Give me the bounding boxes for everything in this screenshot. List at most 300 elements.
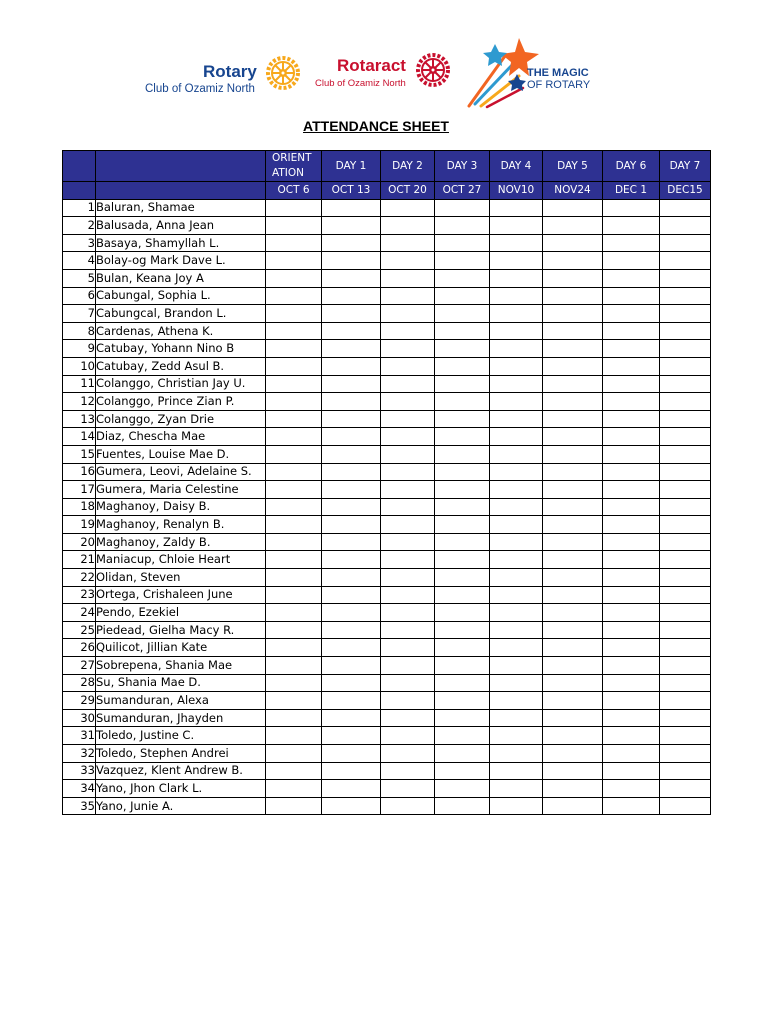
attendance-cell[interactable] — [322, 727, 381, 745]
attendance-cell[interactable] — [603, 797, 660, 815]
attendance-cell[interactable] — [490, 709, 543, 727]
attendance-cell[interactable] — [322, 234, 381, 252]
attendance-cell[interactable] — [490, 340, 543, 358]
header-session-label: DAY 3 — [435, 151, 490, 182]
attendance-cell[interactable] — [490, 780, 543, 798]
attendance-cell[interactable] — [603, 533, 660, 551]
attendance-cell[interactable] — [603, 674, 660, 692]
attendance-cell[interactable] — [543, 498, 603, 516]
attendance-cell[interactable] — [266, 657, 322, 675]
attendance-cell[interactable] — [266, 780, 322, 798]
attendance-cell[interactable] — [543, 727, 603, 745]
attendance-cell[interactable] — [490, 569, 543, 587]
attendance-cell[interactable] — [660, 780, 711, 798]
attendance-cell[interactable] — [322, 709, 381, 727]
row-number: 7 — [63, 305, 96, 323]
attendance-cell[interactable] — [435, 393, 490, 411]
attendance-cell[interactable] — [381, 533, 435, 551]
attendance-cell[interactable] — [266, 357, 322, 375]
table-row — [63, 305, 711, 323]
attendance-cell[interactable] — [322, 322, 381, 340]
attendance-cell[interactable] — [435, 657, 490, 675]
attendance-cell[interactable] — [266, 674, 322, 692]
attendance-cell[interactable] — [435, 674, 490, 692]
attendance-cell[interactable] — [490, 445, 543, 463]
attendance-cell[interactable] — [543, 569, 603, 587]
attendance-cell[interactable] — [603, 551, 660, 569]
attendance-cell[interactable] — [660, 357, 711, 375]
attendance-cell[interactable] — [603, 217, 660, 235]
attendance-cell[interactable] — [603, 745, 660, 763]
attendance-cell[interactable] — [490, 305, 543, 323]
attendance-cell[interactable] — [603, 269, 660, 287]
attendance-cell[interactable] — [435, 709, 490, 727]
attendance-cell[interactable] — [603, 375, 660, 393]
attendance-cell[interactable] — [381, 639, 435, 657]
header-number-cell — [63, 151, 96, 182]
attendance-cell[interactable] — [603, 340, 660, 358]
attendance-cell[interactable] — [603, 604, 660, 622]
attendance-cell[interactable] — [381, 586, 435, 604]
attendance-cell[interactable] — [603, 692, 660, 710]
attendance-cell[interactable] — [381, 234, 435, 252]
attendance-cell[interactable] — [543, 445, 603, 463]
attendance-cell[interactable] — [266, 199, 322, 217]
attendance-cell[interactable] — [266, 410, 322, 428]
attendance-cell[interactable] — [490, 375, 543, 393]
attendance-cell[interactable] — [435, 498, 490, 516]
attendance-cell[interactable] — [660, 340, 711, 358]
attendance-cell[interactable] — [490, 727, 543, 745]
attendance-cell[interactable] — [322, 217, 381, 235]
attendance-cell[interactable] — [603, 287, 660, 305]
attendance-cell[interactable] — [266, 569, 322, 587]
attendance-cell[interactable] — [603, 498, 660, 516]
attendance-cell[interactable] — [543, 199, 603, 217]
attendance-cell[interactable] — [660, 674, 711, 692]
attendance-cell[interactable] — [603, 569, 660, 587]
attendance-cell[interactable] — [603, 410, 660, 428]
attendance-cell[interactable] — [490, 604, 543, 622]
attendance-cell[interactable] — [660, 621, 711, 639]
attendance-cell[interactable] — [490, 269, 543, 287]
header-name-cell — [96, 151, 266, 182]
student-name: Maghanoy, Zaldy B. — [96, 533, 266, 551]
attendance-cell[interactable] — [660, 428, 711, 446]
attendance-cell[interactable] — [381, 287, 435, 305]
attendance-cell[interactable] — [660, 287, 711, 305]
attendance-cell[interactable] — [266, 621, 322, 639]
attendance-cell[interactable] — [266, 516, 322, 534]
attendance-cell[interactable] — [266, 375, 322, 393]
attendance-cell[interactable] — [660, 393, 711, 411]
attendance-cell[interactable] — [435, 780, 490, 798]
attendance-cell[interactable] — [660, 657, 711, 675]
student-name: Cabungcal, Brandon L. — [96, 305, 266, 323]
attendance-cell[interactable] — [543, 252, 603, 270]
attendance-cell[interactable] — [603, 393, 660, 411]
attendance-cell[interactable] — [543, 428, 603, 446]
attendance-cell[interactable] — [322, 287, 381, 305]
attendance-cell[interactable] — [490, 428, 543, 446]
row-number: 13 — [63, 410, 96, 428]
attendance-cell[interactable] — [543, 780, 603, 798]
student-name: Diaz, Chescha Mae — [96, 428, 266, 446]
attendance-cell[interactable] — [660, 481, 711, 499]
attendance-cell[interactable] — [322, 498, 381, 516]
rotary-wheel-icon — [265, 55, 301, 91]
attendance-cell[interactable] — [322, 305, 381, 323]
attendance-cell[interactable] — [381, 569, 435, 587]
attendance-cell[interactable] — [543, 357, 603, 375]
attendance-cell[interactable] — [543, 797, 603, 815]
attendance-cell[interactable] — [435, 410, 490, 428]
attendance-cell[interactable] — [435, 604, 490, 622]
attendance-cell[interactable] — [266, 533, 322, 551]
attendance-cell[interactable] — [543, 217, 603, 235]
row-number: 26 — [63, 639, 96, 657]
attendance-cell[interactable] — [543, 551, 603, 569]
attendance-cell[interactable] — [322, 762, 381, 780]
attendance-cell[interactable] — [381, 393, 435, 411]
attendance-cell[interactable] — [381, 410, 435, 428]
attendance-cell[interactable] — [435, 516, 490, 534]
attendance-cell[interactable] — [490, 516, 543, 534]
attendance-cell[interactable] — [490, 498, 543, 516]
attendance-cell[interactable] — [435, 445, 490, 463]
attendance-cell[interactable] — [435, 269, 490, 287]
attendance-cell[interactable] — [660, 797, 711, 815]
attendance-cell[interactable] — [660, 586, 711, 604]
attendance-cell[interactable] — [543, 269, 603, 287]
attendance-cell[interactable] — [266, 692, 322, 710]
attendance-cell[interactable] — [435, 287, 490, 305]
attendance-cell[interactable] — [381, 727, 435, 745]
attendance-cell[interactable] — [435, 692, 490, 710]
attendance-cell[interactable] — [660, 269, 711, 287]
attendance-cell[interactable] — [660, 305, 711, 323]
attendance-cell[interactable] — [543, 481, 603, 499]
attendance-cell[interactable] — [381, 375, 435, 393]
attendance-cell[interactable] — [603, 357, 660, 375]
attendance-cell[interactable] — [543, 621, 603, 639]
attendance-cell[interactable] — [603, 305, 660, 323]
attendance-cell[interactable] — [490, 533, 543, 551]
attendance-cell[interactable] — [435, 322, 490, 340]
attendance-cell[interactable] — [490, 199, 543, 217]
attendance-cell[interactable] — [490, 674, 543, 692]
attendance-cell[interactable] — [435, 762, 490, 780]
attendance-cell[interactable] — [266, 797, 322, 815]
attendance-cell[interactable] — [322, 269, 381, 287]
attendance-cell[interactable] — [322, 516, 381, 534]
attendance-cell[interactable] — [660, 410, 711, 428]
attendance-cell[interactable] — [266, 322, 322, 340]
attendance-cell[interactable] — [660, 199, 711, 217]
attendance-cell[interactable] — [435, 234, 490, 252]
attendance-cell[interactable] — [660, 727, 711, 745]
attendance-cell[interactable] — [660, 639, 711, 657]
attendance-cell[interactable] — [381, 269, 435, 287]
attendance-cell[interactable] — [603, 252, 660, 270]
attendance-cell[interactable] — [266, 745, 322, 763]
attendance-cell[interactable] — [381, 604, 435, 622]
attendance-cell[interactable] — [490, 252, 543, 270]
attendance-cell[interactable] — [381, 762, 435, 780]
attendance-cell[interactable] — [322, 393, 381, 411]
attendance-cell[interactable] — [603, 445, 660, 463]
attendance-cell[interactable] — [381, 481, 435, 499]
header-session-date: DEC15 — [660, 182, 711, 200]
attendance-cell[interactable] — [322, 621, 381, 639]
attendance-cell[interactable] — [435, 533, 490, 551]
attendance-cell[interactable] — [322, 357, 381, 375]
attendance-cell[interactable] — [435, 463, 490, 481]
attendance-cell[interactable] — [603, 463, 660, 481]
attendance-cell[interactable] — [322, 692, 381, 710]
attendance-cell[interactable] — [266, 269, 322, 287]
attendance-cell[interactable] — [435, 199, 490, 217]
attendance-cell[interactable] — [543, 657, 603, 675]
attendance-cell[interactable] — [603, 780, 660, 798]
attendance-cell[interactable] — [322, 569, 381, 587]
attendance-cell[interactable] — [322, 674, 381, 692]
attendance-cell[interactable] — [490, 393, 543, 411]
attendance-cell[interactable] — [490, 657, 543, 675]
attendance-cell[interactable] — [381, 780, 435, 798]
attendance-cell[interactable] — [543, 393, 603, 411]
attendance-cell[interactable] — [266, 340, 322, 358]
attendance-cell[interactable] — [543, 533, 603, 551]
table-row — [63, 428, 711, 446]
attendance-cell[interactable] — [490, 586, 543, 604]
attendance-cell[interactable] — [266, 639, 322, 657]
attendance-cell[interactable] — [322, 533, 381, 551]
attendance-cell[interactable] — [322, 797, 381, 815]
attendance-cell[interactable] — [435, 217, 490, 235]
attendance-cell[interactable] — [490, 621, 543, 639]
attendance-cell[interactable] — [435, 481, 490, 499]
attendance-cell[interactable] — [266, 287, 322, 305]
attendance-cell[interactable] — [266, 393, 322, 411]
attendance-cell[interactable] — [603, 657, 660, 675]
attendance-cell[interactable] — [381, 252, 435, 270]
attendance-cell[interactable] — [603, 322, 660, 340]
attendance-cell[interactable] — [266, 709, 322, 727]
attendance-cell[interactable] — [603, 727, 660, 745]
attendance-cell[interactable] — [660, 516, 711, 534]
attendance-cell[interactable] — [322, 428, 381, 446]
attendance-cell[interactable] — [435, 551, 490, 569]
attendance-cell[interactable] — [435, 797, 490, 815]
attendance-cell[interactable] — [381, 674, 435, 692]
attendance-cell[interactable] — [660, 604, 711, 622]
attendance-cell[interactable] — [603, 234, 660, 252]
attendance-cell[interactable] — [322, 780, 381, 798]
attendance-cell[interactable] — [543, 762, 603, 780]
attendance-cell[interactable] — [381, 657, 435, 675]
attendance-cell[interactable] — [660, 692, 711, 710]
attendance-cell[interactable] — [543, 410, 603, 428]
attendance-cell[interactable] — [322, 604, 381, 622]
attendance-cell[interactable] — [660, 745, 711, 763]
attendance-cell[interactable] — [435, 375, 490, 393]
attendance-cell[interactable] — [490, 357, 543, 375]
attendance-cell[interactable] — [381, 305, 435, 323]
attendance-cell[interactable] — [543, 234, 603, 252]
attendance-cell[interactable] — [660, 533, 711, 551]
attendance-cell[interactable] — [543, 375, 603, 393]
attendance-cell[interactable] — [381, 692, 435, 710]
attendance-cell[interactable] — [660, 234, 711, 252]
attendance-cell[interactable] — [603, 709, 660, 727]
attendance-cell[interactable] — [266, 252, 322, 270]
attendance-cell[interactable] — [490, 234, 543, 252]
attendance-cell[interactable] — [435, 428, 490, 446]
attendance-cell[interactable] — [543, 745, 603, 763]
attendance-cell[interactable] — [490, 217, 543, 235]
attendance-cell[interactable] — [322, 745, 381, 763]
attendance-cell[interactable] — [543, 709, 603, 727]
attendance-cell[interactable] — [381, 428, 435, 446]
attendance-cell[interactable] — [543, 463, 603, 481]
attendance-cell[interactable] — [660, 445, 711, 463]
attendance-cell[interactable] — [266, 305, 322, 323]
attendance-cell[interactable] — [490, 287, 543, 305]
attendance-cell[interactable] — [435, 569, 490, 587]
attendance-cell[interactable] — [660, 498, 711, 516]
attendance-cell[interactable] — [322, 410, 381, 428]
attendance-cell[interactable] — [543, 322, 603, 340]
attendance-cell[interactable] — [381, 797, 435, 815]
attendance-cell[interactable] — [266, 234, 322, 252]
attendance-cell[interactable] — [490, 797, 543, 815]
attendance-cell[interactable] — [266, 727, 322, 745]
attendance-cell[interactable] — [435, 305, 490, 323]
attendance-cell[interactable] — [603, 199, 660, 217]
attendance-cell[interactable] — [322, 252, 381, 270]
attendance-cell[interactable] — [266, 604, 322, 622]
attendance-cell[interactable] — [435, 621, 490, 639]
attendance-cell[interactable] — [490, 745, 543, 763]
row-number: 10 — [63, 357, 96, 375]
attendance-cell[interactable] — [603, 621, 660, 639]
attendance-cell[interactable] — [322, 481, 381, 499]
attendance-cell[interactable] — [266, 586, 322, 604]
attendance-cell[interactable] — [660, 762, 711, 780]
attendance-cell[interactable] — [543, 287, 603, 305]
attendance-cell[interactable] — [603, 639, 660, 657]
attendance-cell[interactable] — [435, 639, 490, 657]
table-row — [63, 797, 711, 815]
attendance-cell[interactable] — [660, 322, 711, 340]
attendance-cell[interactable] — [435, 252, 490, 270]
attendance-cell[interactable] — [660, 252, 711, 270]
rotaract-logo-name: Rotaract — [337, 56, 406, 75]
attendance-cell[interactable] — [266, 551, 322, 569]
attendance-cell[interactable] — [381, 709, 435, 727]
attendance-cell[interactable] — [381, 516, 435, 534]
attendance-cell[interactable] — [543, 639, 603, 657]
attendance-cell[interactable] — [603, 481, 660, 499]
attendance-cell[interactable] — [435, 586, 490, 604]
attendance-cell[interactable] — [543, 692, 603, 710]
attendance-cell[interactable] — [266, 498, 322, 516]
attendance-cell[interactable] — [381, 463, 435, 481]
attendance-cell[interactable] — [490, 639, 543, 657]
attendance-cell[interactable] — [660, 463, 711, 481]
attendance-cell[interactable] — [435, 727, 490, 745]
student-name: Sumanduran, Jhayden — [96, 709, 266, 727]
attendance-cell[interactable] — [490, 322, 543, 340]
attendance-cell[interactable] — [603, 428, 660, 446]
attendance-cell[interactable] — [603, 762, 660, 780]
attendance-cell[interactable] — [435, 340, 490, 358]
attendance-cell[interactable] — [322, 551, 381, 569]
attendance-cell[interactable] — [490, 463, 543, 481]
attendance-cell[interactable] — [490, 551, 543, 569]
attendance-cell[interactable] — [266, 481, 322, 499]
attendance-cell[interactable] — [322, 340, 381, 358]
attendance-cell[interactable] — [660, 709, 711, 727]
attendance-cell[interactable] — [381, 322, 435, 340]
attendance-cell[interactable] — [435, 357, 490, 375]
row-number: 3 — [63, 234, 96, 252]
attendance-cell[interactable] — [490, 410, 543, 428]
attendance-cell[interactable] — [543, 674, 603, 692]
attendance-cell[interactable] — [381, 621, 435, 639]
attendance-cell[interactable] — [322, 445, 381, 463]
attendance-cell[interactable] — [381, 217, 435, 235]
attendance-cell[interactable] — [322, 586, 381, 604]
attendance-cell[interactable] — [660, 569, 711, 587]
attendance-cell[interactable] — [322, 657, 381, 675]
attendance-cell[interactable] — [322, 639, 381, 657]
attendance-cell[interactable] — [266, 428, 322, 446]
attendance-cell[interactable] — [543, 516, 603, 534]
attendance-cell[interactable] — [381, 199, 435, 217]
attendance-cell[interactable] — [490, 692, 543, 710]
attendance-cell[interactable] — [660, 551, 711, 569]
attendance-cell[interactable] — [266, 445, 322, 463]
attendance-cell[interactable] — [490, 481, 543, 499]
attendance-cell[interactable] — [322, 199, 381, 217]
attendance-cell[interactable] — [543, 305, 603, 323]
attendance-cell[interactable] — [603, 586, 660, 604]
attendance-cell[interactable] — [322, 463, 381, 481]
attendance-cell[interactable] — [543, 604, 603, 622]
attendance-cell[interactable] — [543, 340, 603, 358]
attendance-cell[interactable] — [381, 745, 435, 763]
attendance-cell[interactable] — [322, 375, 381, 393]
attendance-cell[interactable] — [381, 498, 435, 516]
attendance-cell[interactable] — [435, 745, 490, 763]
attendance-cell[interactable] — [490, 762, 543, 780]
attendance-cell[interactable] — [381, 445, 435, 463]
attendance-cell[interactable] — [266, 762, 322, 780]
attendance-cell[interactable] — [660, 217, 711, 235]
attendance-cell[interactable] — [381, 551, 435, 569]
row-number: 4 — [63, 252, 96, 270]
attendance-cell[interactable] — [381, 357, 435, 375]
attendance-cell[interactable] — [266, 463, 322, 481]
attendance-cell[interactable] — [660, 375, 711, 393]
magic-logo-line2: OF ROTARY — [527, 79, 591, 91]
attendance-cell[interactable] — [543, 586, 603, 604]
attendance-cell[interactable] — [381, 340, 435, 358]
attendance-cell[interactable] — [603, 516, 660, 534]
attendance-cell[interactable] — [266, 217, 322, 235]
